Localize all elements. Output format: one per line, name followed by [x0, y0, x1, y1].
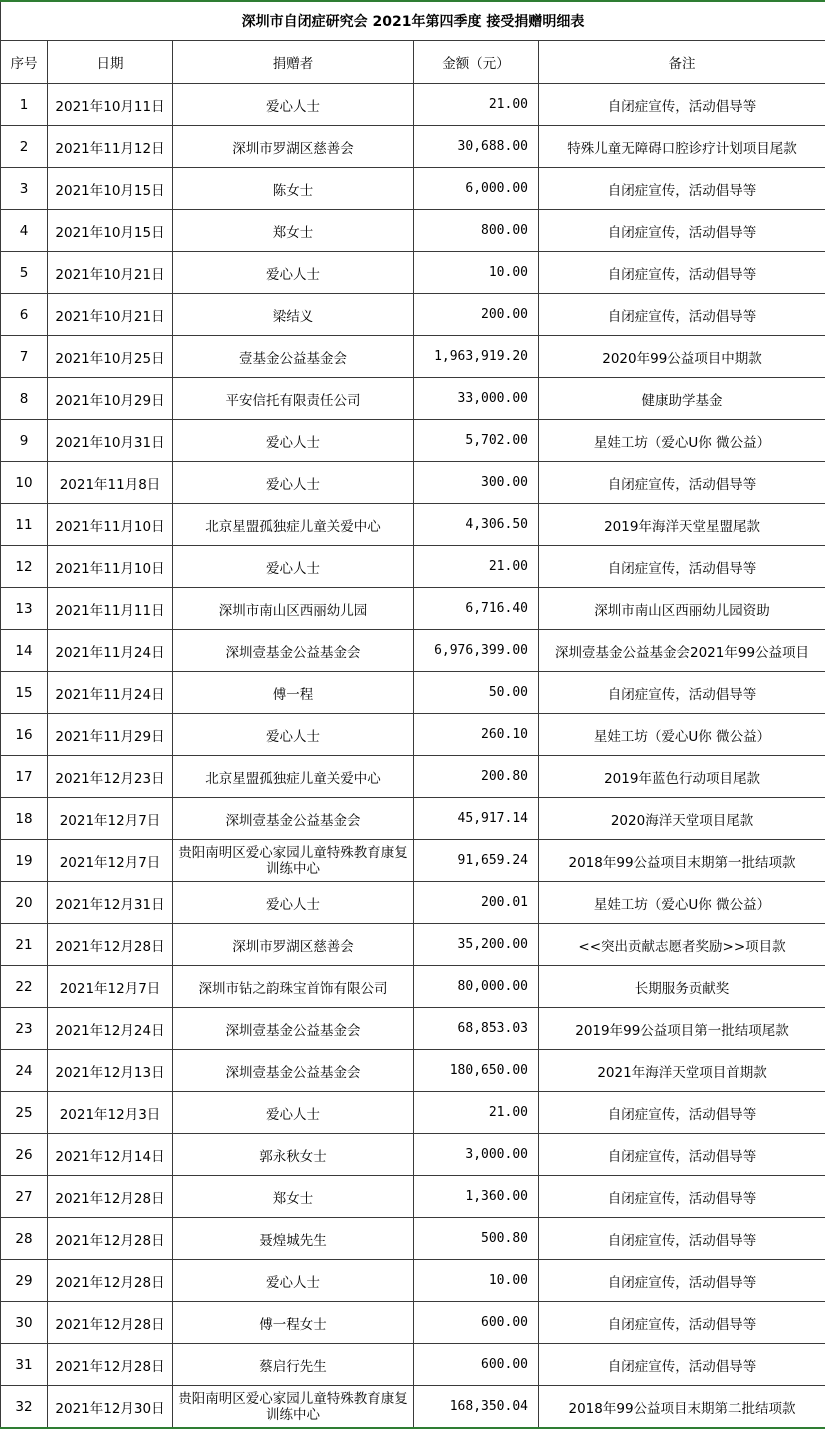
- cell-amount: 5,702.00: [414, 420, 539, 462]
- cell-index: 21: [1, 924, 48, 966]
- cell-donor: 平安信托有限责任公司: [173, 378, 414, 420]
- header-remark: 备注: [539, 41, 825, 84]
- table-row: [1, 1386, 825, 1429]
- cell-donor: 壹基金公益基金会: [173, 336, 414, 378]
- cell-amount: 6,000.00: [414, 168, 539, 210]
- cell-index: 18: [1, 798, 48, 840]
- cell-index: 4: [1, 210, 48, 252]
- cell-index: 26: [1, 1134, 48, 1176]
- table-row: [1, 1092, 825, 1134]
- cell-date: 2021年12月28日: [48, 1176, 173, 1218]
- cell-remark: 深圳壹基金公益基金会2021年99公益项目: [539, 630, 825, 672]
- cell-amount: 10.00: [414, 252, 539, 294]
- table-row: [1, 630, 825, 672]
- cell-donor: 爱心人士: [173, 420, 414, 462]
- table-row: [1, 714, 825, 756]
- cell-remark: 2018年99公益项目末期第一批结项款: [539, 840, 825, 882]
- cell-donor: 深圳壹基金公益基金会: [173, 630, 414, 672]
- table-row: [1, 168, 825, 210]
- cell-date: 2021年12月28日: [48, 1302, 173, 1344]
- cell-donor: 梁结义: [173, 294, 414, 336]
- cell-remark: 星娃工坊（爱心U你 微公益）: [539, 714, 825, 756]
- cell-remark: 2019年海洋天堂星盟尾款: [539, 504, 825, 546]
- cell-remark: 自闭症宣传，活动倡导等: [539, 1344, 825, 1386]
- cell-donor: 深圳市罗湖区慈善会: [173, 924, 414, 966]
- cell-amount: 168,350.04: [414, 1386, 539, 1429]
- cell-date: 2021年12月28日: [48, 1344, 173, 1386]
- cell-date: 2021年12月7日: [48, 840, 173, 882]
- cell-donor: 深圳壹基金公益基金会: [173, 1008, 414, 1050]
- cell-remark: 2018年99公益项目末期第二批结项款: [539, 1386, 825, 1429]
- cell-date: 2021年12月28日: [48, 1260, 173, 1302]
- table-row: [1, 504, 825, 546]
- cell-date: 2021年11月10日: [48, 504, 173, 546]
- cell-index: 17: [1, 756, 48, 798]
- cell-date: 2021年10月15日: [48, 210, 173, 252]
- cell-remark: 自闭症宣传，活动倡导等: [539, 84, 825, 126]
- cell-donor: 陈女士: [173, 168, 414, 210]
- cell-date: 2021年11月29日: [48, 714, 173, 756]
- cell-amount: 3,000.00: [414, 1134, 539, 1176]
- cell-index: 10: [1, 462, 48, 504]
- cell-amount: 45,917.14: [414, 798, 539, 840]
- table-row: [1, 672, 825, 714]
- table-row: [1, 294, 825, 336]
- cell-date: 2021年10月29日: [48, 378, 173, 420]
- cell-donor: 北京星盟孤独症儿童关爱中心: [173, 756, 414, 798]
- cell-donor: 爱心人士: [173, 1260, 414, 1302]
- cell-index: 30: [1, 1302, 48, 1344]
- cell-amount: 21.00: [414, 546, 539, 588]
- cell-amount: 180,650.00: [414, 1050, 539, 1092]
- cell-amount: 200.01: [414, 882, 539, 924]
- cell-date: 2021年12月28日: [48, 1218, 173, 1260]
- cell-donor: 深圳壹基金公益基金会: [173, 798, 414, 840]
- cell-amount: 300.00: [414, 462, 539, 504]
- header-index: 序号: [1, 41, 48, 84]
- cell-date: 2021年12月13日: [48, 1050, 173, 1092]
- cell-index: 13: [1, 588, 48, 630]
- cell-remark: 自闭症宣传，活动倡导等: [539, 672, 825, 714]
- cell-remark: 2020年99公益项目中期款: [539, 336, 825, 378]
- cell-date: 2021年10月25日: [48, 336, 173, 378]
- cell-index: 24: [1, 1050, 48, 1092]
- cell-remark: 健康助学基金: [539, 378, 825, 420]
- cell-date: 2021年12月14日: [48, 1134, 173, 1176]
- header-donor: 捐赠者: [173, 41, 414, 84]
- cell-amount: 600.00: [414, 1344, 539, 1386]
- cell-remark: <<突出贡献志愿者奖励>>项目款: [539, 924, 825, 966]
- cell-index: 2: [1, 126, 48, 168]
- cell-donor: 郑女士: [173, 1176, 414, 1218]
- cell-date: 2021年11月12日: [48, 126, 173, 168]
- table-title: 深圳市自闭症研究会 2021年第四季度 接受捐赠明细表: [1, 1, 825, 41]
- cell-remark: 长期服务贡献奖: [539, 966, 825, 1008]
- cell-index: 28: [1, 1218, 48, 1260]
- table-row: [1, 126, 825, 168]
- cell-amount: 33,000.00: [414, 378, 539, 420]
- cell-donor: 郑女士: [173, 210, 414, 252]
- cell-donor: 聂煌城先生: [173, 1218, 414, 1260]
- cell-date: 2021年10月21日: [48, 294, 173, 336]
- header-date: 日期: [48, 41, 173, 84]
- cell-amount: 21.00: [414, 84, 539, 126]
- table-row: [1, 252, 825, 294]
- cell-date: 2021年12月28日: [48, 924, 173, 966]
- cell-donor: 蔡启行先生: [173, 1344, 414, 1386]
- cell-index: 22: [1, 966, 48, 1008]
- cell-remark: 星娃工坊（爱心U你 微公益）: [539, 882, 825, 924]
- cell-index: 15: [1, 672, 48, 714]
- cell-date: 2021年11月11日: [48, 588, 173, 630]
- table-row: [1, 462, 825, 504]
- table-row: [1, 546, 825, 588]
- cell-amount: 6,716.40: [414, 588, 539, 630]
- table-row: [1, 1344, 825, 1386]
- cell-index: 5: [1, 252, 48, 294]
- cell-donor: 爱心人士: [173, 84, 414, 126]
- header-row: [1, 41, 825, 84]
- cell-remark: 自闭症宣传，活动倡导等: [539, 210, 825, 252]
- cell-index: 9: [1, 420, 48, 462]
- cell-index: 7: [1, 336, 48, 378]
- cell-remark: 自闭症宣传，活动倡导等: [539, 294, 825, 336]
- cell-donor: 深圳市罗湖区慈善会: [173, 126, 414, 168]
- cell-remark: 2021年海洋天堂项目首期款: [539, 1050, 825, 1092]
- cell-donor: 北京星盟孤独症儿童关爱中心: [173, 504, 414, 546]
- cell-donor: 爱心人士: [173, 714, 414, 756]
- cell-amount: 1,360.00: [414, 1176, 539, 1218]
- cell-index: 20: [1, 882, 48, 924]
- cell-amount: 200.80: [414, 756, 539, 798]
- cell-amount: 200.00: [414, 294, 539, 336]
- cell-index: 29: [1, 1260, 48, 1302]
- cell-date: 2021年12月24日: [48, 1008, 173, 1050]
- cell-index: 14: [1, 630, 48, 672]
- cell-amount: 91,659.24: [414, 840, 539, 882]
- cell-date: 2021年11月10日: [48, 546, 173, 588]
- cell-remark: 特殊儿童无障碍口腔诊疗计划项目尾款: [539, 126, 825, 168]
- cell-date: 2021年11月8日: [48, 462, 173, 504]
- cell-amount: 21.00: [414, 1092, 539, 1134]
- cell-donor: 傅一程女士: [173, 1302, 414, 1344]
- cell-index: 25: [1, 1092, 48, 1134]
- cell-amount: 4,306.50: [414, 504, 539, 546]
- cell-amount: 600.00: [414, 1302, 539, 1344]
- table-row: [1, 84, 825, 126]
- cell-donor: 深圳市南山区西丽幼儿园: [173, 588, 414, 630]
- table-row: [1, 210, 825, 252]
- cell-index: 11: [1, 504, 48, 546]
- cell-amount: 6,976,399.00: [414, 630, 539, 672]
- cell-index: 8: [1, 378, 48, 420]
- table-row: [1, 378, 825, 420]
- cell-donor: 傅一程: [173, 672, 414, 714]
- cell-index: 6: [1, 294, 48, 336]
- cell-donor: 深圳壹基金公益基金会: [173, 1050, 414, 1092]
- cell-remark: 2019年蓝色行动项目尾款: [539, 756, 825, 798]
- table-row: [1, 1260, 825, 1302]
- cell-remark: 自闭症宣传，活动倡导等: [539, 1134, 825, 1176]
- cell-remark: 自闭症宣传，活动倡导等: [539, 1218, 825, 1260]
- cell-remark: 2020海洋天堂项目尾款: [539, 798, 825, 840]
- cell-donor: 爱心人士: [173, 546, 414, 588]
- table-row: [1, 882, 825, 924]
- cell-remark: 自闭症宣传，活动倡导等: [539, 168, 825, 210]
- cell-remark: 自闭症宣传，活动倡导等: [539, 1302, 825, 1344]
- cell-donor: 爱心人士: [173, 252, 414, 294]
- cell-index: 31: [1, 1344, 48, 1386]
- table-row: [1, 840, 825, 882]
- cell-amount: 50.00: [414, 672, 539, 714]
- cell-date: 2021年10月11日: [48, 84, 173, 126]
- cell-date: 2021年12月30日: [48, 1386, 173, 1429]
- cell-remark: 自闭症宣传，活动倡导等: [539, 1092, 825, 1134]
- table-row: [1, 1176, 825, 1218]
- cell-amount: 260.10: [414, 714, 539, 756]
- table-row: [1, 588, 825, 630]
- table-row: [1, 420, 825, 462]
- cell-donor: 深圳市钻之韵珠宝首饰有限公司: [173, 966, 414, 1008]
- cell-index: 27: [1, 1176, 48, 1218]
- cell-date: 2021年11月24日: [48, 672, 173, 714]
- cell-remark: 自闭症宣传，活动倡导等: [539, 462, 825, 504]
- table-body: [1, 84, 825, 1429]
- cell-donor: 郭永秋女士: [173, 1134, 414, 1176]
- cell-index: 32: [1, 1386, 48, 1429]
- cell-amount: 80,000.00: [414, 966, 539, 1008]
- table-row: [1, 1050, 825, 1092]
- table-row: [1, 924, 825, 966]
- cell-amount: 800.00: [414, 210, 539, 252]
- cell-index: 23: [1, 1008, 48, 1050]
- cell-index: 1: [1, 84, 48, 126]
- cell-date: 2021年12月3日: [48, 1092, 173, 1134]
- cell-remark: 星娃工坊（爱心U你 微公益）: [539, 420, 825, 462]
- table-row: [1, 798, 825, 840]
- cell-date: 2021年12月31日: [48, 882, 173, 924]
- table-row: [1, 1134, 825, 1176]
- cell-amount: 30,688.00: [414, 126, 539, 168]
- cell-remark: 深圳市南山区西丽幼儿园资助: [539, 588, 825, 630]
- cell-donor: 爱心人士: [173, 462, 414, 504]
- table-row: [1, 756, 825, 798]
- table-row: [1, 966, 825, 1008]
- cell-date: 2021年12月7日: [48, 798, 173, 840]
- cell-donor: 爱心人士: [173, 1092, 414, 1134]
- cell-date: 2021年11月24日: [48, 630, 173, 672]
- cell-remark: 2019年99公益项目第一批结项尾款: [539, 1008, 825, 1050]
- cell-amount: 500.80: [414, 1218, 539, 1260]
- cell-index: 16: [1, 714, 48, 756]
- cell-date: 2021年10月21日: [48, 252, 173, 294]
- cell-amount: 35,200.00: [414, 924, 539, 966]
- cell-remark: 自闭症宣传，活动倡导等: [539, 1260, 825, 1302]
- cell-remark: 自闭症宣传，活动倡导等: [539, 546, 825, 588]
- cell-donor: 爱心人士: [173, 882, 414, 924]
- cell-donor: 贵阳南明区爱心家园儿童特殊教育康复训练中心: [173, 1386, 414, 1429]
- cell-donor: 贵阳南明区爱心家园儿童特殊教育康复训练中心: [173, 840, 414, 882]
- table-row: [1, 1218, 825, 1260]
- table-row: [1, 1008, 825, 1050]
- cell-index: 12: [1, 546, 48, 588]
- header-amount: 金额（元）: [414, 41, 539, 84]
- table-row: [1, 336, 825, 378]
- cell-index: 19: [1, 840, 48, 882]
- cell-date: 2021年12月7日: [48, 966, 173, 1008]
- cell-amount: 1,963,919.20: [414, 336, 539, 378]
- cell-amount: 10.00: [414, 1260, 539, 1302]
- cell-remark: 自闭症宣传，活动倡导等: [539, 1176, 825, 1218]
- cell-amount: 68,853.03: [414, 1008, 539, 1050]
- cell-index: 3: [1, 168, 48, 210]
- cell-remark: 自闭症宣传，活动倡导等: [539, 252, 825, 294]
- cell-date: 2021年10月15日: [48, 168, 173, 210]
- table-row: [1, 1302, 825, 1344]
- cell-date: 2021年10月31日: [48, 420, 173, 462]
- cell-date: 2021年12月23日: [48, 756, 173, 798]
